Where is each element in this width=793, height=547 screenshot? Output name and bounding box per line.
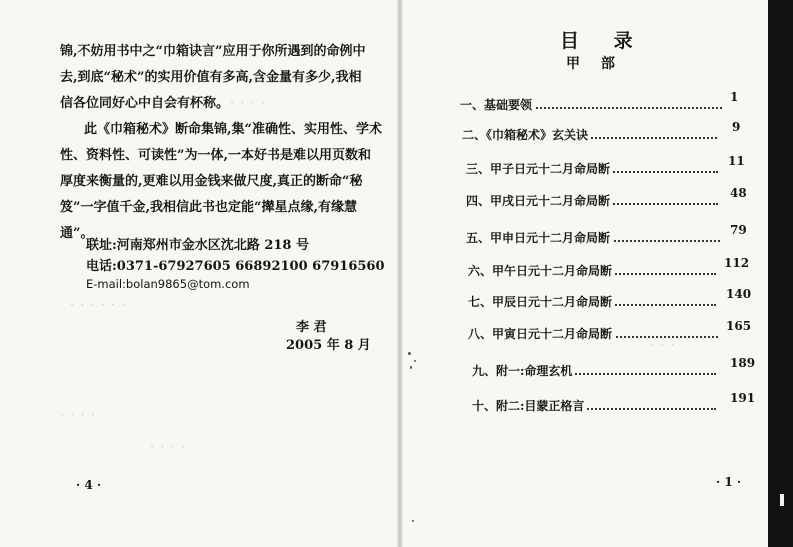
preface-line: 厚度来衡量的,更难以用金钱来做尺度,真正的断命“秘	[60, 174, 363, 189]
toc-entry[interactable]	[400, 319, 752, 345]
bleed-through-text: · · · ·	[230, 96, 266, 111]
toc-entry-page: 112	[724, 256, 750, 270]
scan-speck	[414, 360, 416, 362]
toc-entry-label: 五、甲申日元十二月命局断	[466, 231, 611, 245]
toc-entry-page: 1	[730, 90, 739, 104]
toc-entry[interactable]	[400, 154, 745, 180]
toc-entry-page: 189	[730, 356, 756, 370]
preface-line: 通”。	[60, 226, 94, 241]
bleed-through-text: · · · ·	[150, 440, 186, 455]
toc-entry-page: 48	[730, 186, 747, 200]
preface-line: 锦,不妨用书中之“巾箱诀言”应用于你所遇到的命例中	[60, 44, 366, 59]
toc-entry[interactable]	[400, 223, 747, 249]
toc-entry[interactable]	[400, 391, 756, 417]
scan-speck	[410, 366, 412, 369]
bleed-through-text: · · · ·	[640, 300, 676, 315]
right-page	[400, 0, 768, 547]
bleed-through-text: · · · · · ·	[70, 298, 127, 313]
toc-entry[interactable]	[400, 356, 756, 382]
toc-entry-page: 165	[726, 319, 752, 333]
page-number: · 4 ·	[76, 478, 102, 492]
toc-entry-label: 七、甲辰日元十二月命局断	[468, 295, 613, 309]
contact-phone: 电话:0371-67927605 66892100 67916560	[86, 259, 385, 274]
page-number: · 1 ·	[716, 475, 742, 489]
toc-entry-page: 79	[730, 223, 747, 237]
preface-line: 笈”一字值千金,我相信此书也定能“撵星点缘,有缘慧	[60, 200, 358, 215]
toc-entry-label: 六、甲午日元十二月命局断	[468, 264, 613, 278]
contact-email: E-mail:bolan9865@tom.com	[86, 277, 250, 291]
toc-part-heading: 甲 部	[566, 56, 623, 72]
toc-entry-label: 十、附二:目蒙正格言	[472, 399, 585, 413]
toc-entry-page: 191	[730, 391, 756, 405]
toc-entry-page: 9	[732, 120, 741, 134]
toc-entry[interactable]	[400, 256, 750, 282]
contact-address: 联址:河南郑州市金水区沈北路 218 号	[86, 238, 309, 253]
preface-line: 此《巾箱秘术》断命集锦,集“准确性、实用性、学术	[84, 122, 383, 137]
toc-entry-page: 140	[726, 287, 752, 301]
bleed-through-text: · · · ·	[60, 408, 96, 423]
preface-line: 去,到底“秘术”的实用价值有多高,含金量有多少,我相	[60, 70, 362, 85]
toc-entry-label: 九、附一:命理玄机	[472, 364, 573, 378]
author-signature: 李 君	[296, 320, 327, 335]
scan-edge-mark	[780, 494, 784, 506]
preface-date: 2005 年 8 月	[286, 338, 371, 353]
bleed-through-text: · · ·	[650, 338, 676, 353]
toc-title: 目 录	[560, 30, 647, 52]
toc-entry-label: 二、《巾箱秘术》玄关诀	[462, 128, 589, 142]
preface-line: 信各位同好心中自会有杯称。	[60, 96, 230, 111]
toc-entry[interactable]	[400, 120, 741, 146]
scan-edge-shadow	[768, 0, 793, 547]
toc-entry-label: 一、基础要领	[460, 98, 533, 112]
toc-entry[interactable]	[400, 90, 740, 116]
toc-entry-label: 八、甲寅日元十二月命局断	[468, 327, 613, 341]
toc-entry-label: 四、甲戌日元十二月命局断	[466, 194, 611, 208]
toc-entry-label: 三、甲子日元十二月命局断	[466, 162, 611, 176]
scan-speck	[412, 520, 414, 522]
toc-entry-page: 11	[728, 154, 745, 168]
scan-speck	[408, 352, 411, 355]
toc-entry[interactable]	[400, 186, 747, 212]
preface-line: 性、资料性、可读性”为一体,一本好书是难以用页数和	[60, 148, 372, 163]
toc-entry[interactable]	[400, 287, 752, 313]
